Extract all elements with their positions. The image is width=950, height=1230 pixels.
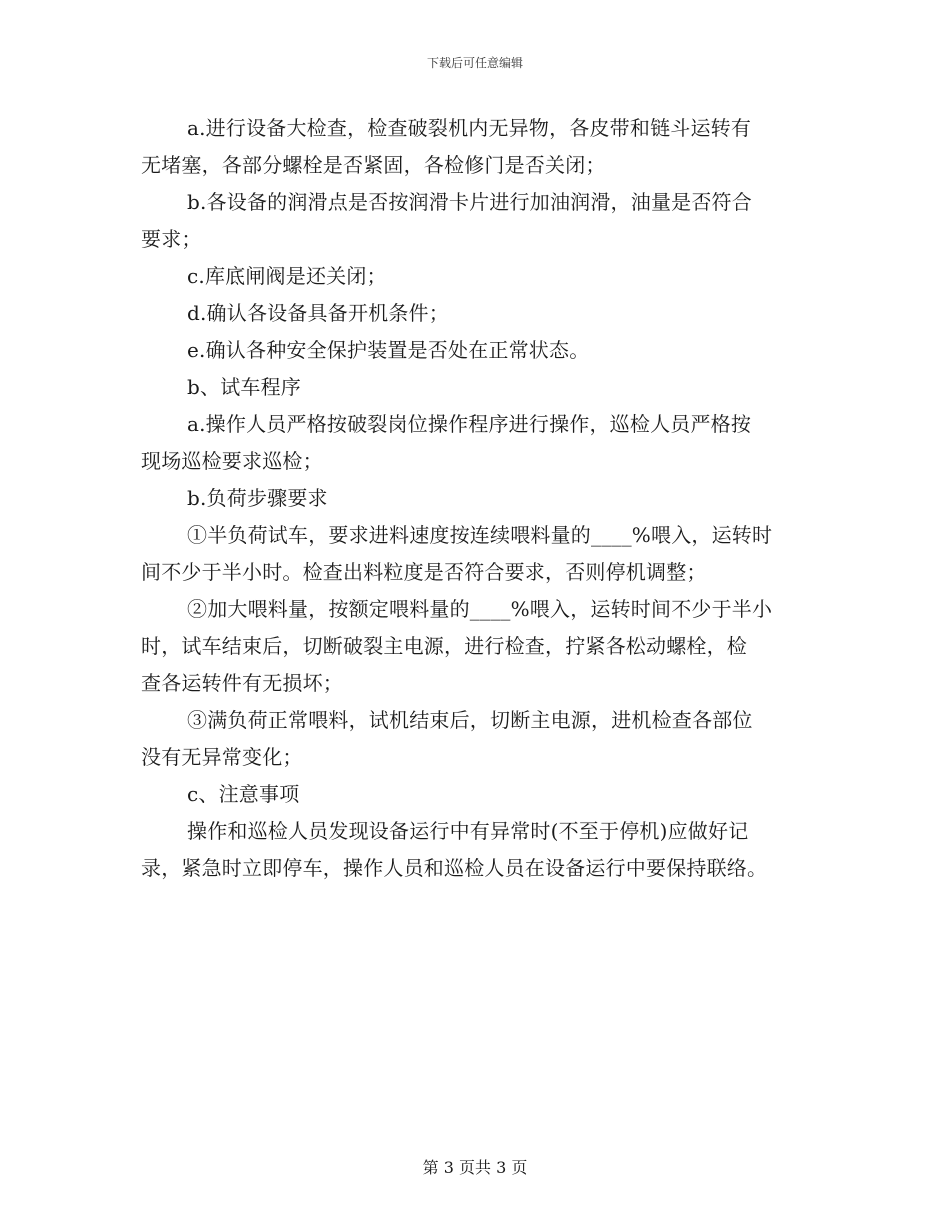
paragraph-line: 时，试车结束后，切断破裂主电源，进行检查，拧紧各松动螺栓，检 <box>141 634 747 658</box>
paragraph-line: 要求； <box>141 227 202 251</box>
paragraph-line: ①半负荷试车，要求进料速度按连续喂料量的____%喂入，运转时 <box>187 523 773 547</box>
paragraph-line: b.各设备的润滑点是否按润滑卡片进行加油润滑，油量是否符合 <box>187 190 752 214</box>
section-heading: b、试车程序 <box>187 375 302 399</box>
paragraph-line: 无堵塞，各部分螺栓是否紧固，各检修门是否关闭； <box>141 153 606 177</box>
page-header: 下载后可任意编辑 <box>426 56 523 70</box>
paragraph-line: a.进行设备大检查，检查破裂机内无异物，各皮带和链斗运转有 <box>187 116 752 140</box>
section-heading: c、注意事项 <box>187 782 300 806</box>
paragraph-line: 现场巡检要求巡检； <box>141 449 323 473</box>
paragraph-line: 没有无异常变化； <box>141 745 303 769</box>
paragraph-line: 录，紧急时立即停车，操作人员和巡检人员在设备运行中要保持联络。 <box>141 856 768 880</box>
paragraph-line: c.库底闸阀是还关闭； <box>187 264 387 288</box>
paragraph-line: d.确认各设备具备开机条件； <box>187 301 449 325</box>
paragraph-line: ②加大喂料量，按额定喂料量的____%喂入，运转时间不少于半小 <box>187 597 773 621</box>
paragraph-line: e.确认各种安全保护装置是否处在正常状态。 <box>187 338 590 362</box>
paragraph-line: ③满负荷正常喂料，试机结束后，切断主电源，进机检查各部位 <box>187 708 753 732</box>
paragraph-line: 查各运转件有无损坏； <box>141 671 343 695</box>
paragraph-line: a.操作人员严格按破裂岗位操作程序进行操作，巡检人员严格按 <box>187 412 752 436</box>
page-footer: 第 3 页共 3 页 <box>422 1158 528 1177</box>
paragraph-line: b.负荷步骤要求 <box>187 486 328 510</box>
paragraph-line: 间不少于半小时。检查出料粒度是否符合要求，否则停机调整； <box>141 560 707 584</box>
document-body <box>141 110 811 887</box>
paragraph-line: 操作和巡检人员发现设备运行中有异常时(不至于停机)应做好记 <box>187 819 749 843</box>
